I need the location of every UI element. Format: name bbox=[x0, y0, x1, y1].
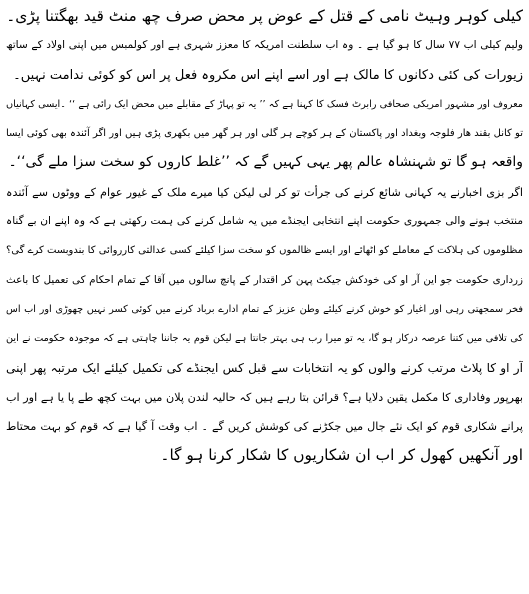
text-line: واقعہ ہو گا تو شہنشاہ عالم پھر یہی کہیں گے کہ ’’غلط کاروں کو سخت سزا ملے گی‘‘۔ bbox=[8, 154, 523, 171]
text-line: کی تلافی میں کتنا عرصہ درکار ہو گا، یہ تو میرا رب ہی بہتر جانتا ہے لیکن قوم یہ جاننا چاہتی ہے کہ موجودہ حکومت نے این bbox=[6, 333, 523, 345]
text-line: کیلی کوہر وہیٹ نامی کے قتل کے عوض پر محض صرف چھ منٹ قید بھگتنا پڑی۔ bbox=[6, 7, 523, 25]
text-line: اور آنکھیں کھول کر اب ان شکاریوں کا شکار کرنا ہو گا۔ bbox=[160, 446, 523, 465]
text-line: اگر بزی اخبارنے یہ کہانی شائع کرنے کی جرأت تو کر لی لیکن کیا میرے ملک کے غیور عوام کے ووٹوں سے آئندہ bbox=[6, 185, 523, 199]
paragraph-4 bbox=[6, 178, 523, 266]
text-line: پرانے شکاری قوم کو ایک نئے جال میں جکڑنے کی کوشش کریں گے ۔ اب وقت آ گیا ہے کہ قوم کو بہت محتاط bbox=[6, 420, 523, 434]
text-line: مظلوموں کی ہلاکت کے معاملے کو اٹھائے اور ایسے ظالموں کو سخت سزا کیلئے کسی عدالتی کارروائی کا بندوبست کرے گی؟ bbox=[6, 245, 523, 257]
text-line: تو کانل بقند ھار فلوجہ وبغداد اور پاکستان کے ہر کوچے ہر گلی اور ہر گھر میں بکھری پڑی ہیں اور اگر آئندہ بھی کوئی ایسا bbox=[6, 128, 523, 140]
text-line: فخر سمجھتی رہی اور اغیار کو خوش کرنے کیلئے وطن عزیز کے تمام ادارے برباد کرنے میں کوئی کسر نہیں چھوڑی اور اب اس bbox=[6, 303, 523, 315]
text-line: زرداری حکومت جو این آر او کی خودکش جیکٹ پہن کر اقتدار کے پانچ سالوں میں آقا کے تمام احکام کی تعمیل کا باعث bbox=[6, 273, 523, 286]
paragraph-5 bbox=[6, 266, 523, 471]
paragraph-3 bbox=[6, 90, 523, 178]
paragraph-2 bbox=[6, 31, 523, 90]
text-line: زیورات کی کئی دکانوں کا مالک ہے اور اسے اپنے اس مکروہ فعل پر اس کو کوئی ندامت نہیں۔ bbox=[13, 67, 523, 83]
paragraph-1 bbox=[6, 2, 523, 31]
text-line: آر او کا پلاٹ مرتب کرنے والوں کو یہ انتخابات سے قبل کس ایجنڈے کی تکمیل کیلئے ایک مرتبہ پھر اپنی bbox=[6, 360, 523, 375]
text-line: منتخب ہونے والی جمہوری حکومت اپنے انتخابی ایجنڈے میں یہ شامل کرنے کی ہمت رکھتی ہے کہ وہ اپنے ان بے گناہ bbox=[6, 215, 523, 228]
text-line: ولیم کیلی اب ۷۷ سال کا ہو گیا ہے ۔ وہ اب سلطنت امریکہ کا معزز شہری ہے اور کولمبس میں اپنی اولاد کے ساتھ bbox=[6, 39, 523, 52]
text-line: معروف اور مشہور امریکی صحافی رابرٹ فسک کا کہنا ہے کہ ’’ یہ تو پہاڑ کے مقابلے میں محض ایک رائی ہے ‘‘ ۔ایسی کہانیاں bbox=[6, 98, 523, 110]
text-line: بھرپور وفاداری کا مکمل یقین دلایا ہے؟ قرائن بتا رہے ہیں کہ حالیہ لندن پلان میں بہت کچھ طے پا یا ہے اور اب bbox=[6, 390, 523, 404]
